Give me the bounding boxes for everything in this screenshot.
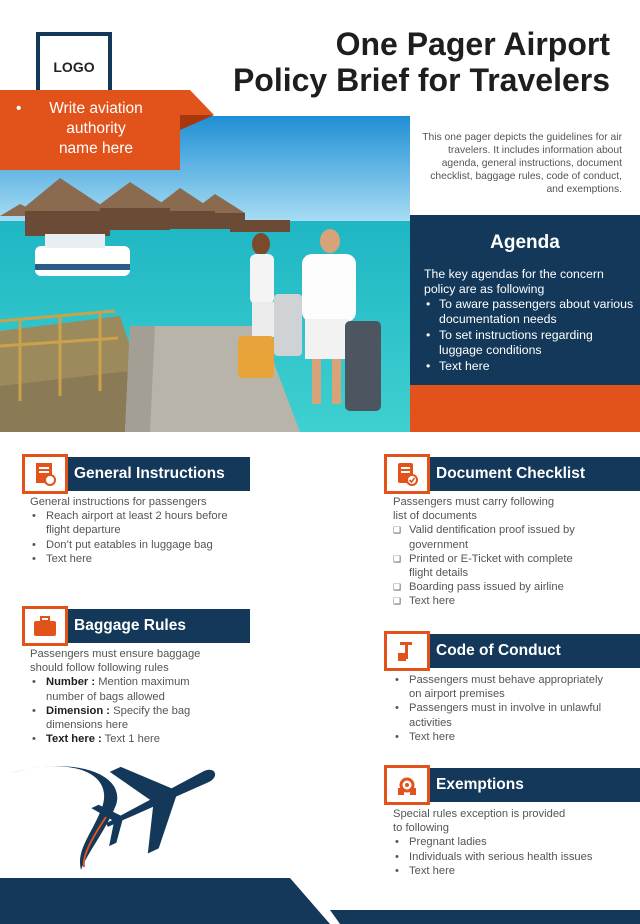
baggage-rules-body (30, 647, 230, 746)
agenda-item: • To set instructions regarding luggage conditions (424, 328, 634, 358)
rule-text: Mention maximum number of bags allowed (46, 676, 190, 703)
general-instructions-title: General Instructions (74, 465, 225, 482)
general-instructions-body (30, 495, 230, 566)
exemptions-intro: Special rules exception is provided to following (393, 808, 566, 835)
intro-paragraph: This one pager depicts the guidelines for air travelers. It includes information about agenda, general instructions, document checklist, baggage rules, code of conduct, and exemptions. (422, 132, 622, 195)
exemption-icon (384, 765, 430, 805)
checklist-icon (384, 454, 430, 494)
list-item (30, 732, 230, 746)
airplane-icon (6, 755, 231, 880)
list-item (30, 675, 230, 703)
document-icon (22, 454, 68, 494)
suitcase-icon (22, 606, 68, 646)
list-item (30, 704, 230, 732)
logo: LOGO (36, 32, 112, 102)
rule-label: Text here : (46, 733, 102, 746)
code-of-conduct-title: Code of Conduct (436, 642, 561, 659)
conduct-icon (384, 631, 430, 671)
list-item: • Don’t put eatables in luggage bag (30, 538, 230, 552)
document-checklist-body (393, 495, 593, 609)
authority-line-3: name here (58, 140, 134, 157)
rule-label: Dimension : (46, 704, 111, 717)
agenda-item: • Text here (424, 359, 634, 374)
list-item: ❑ Text here (393, 594, 593, 608)
list-item: • Passengers must in involve in unlawful activities (393, 701, 615, 729)
agenda-intro: The key agendas for the concern policy are as following (424, 267, 604, 296)
agenda-title: Agenda (490, 232, 560, 253)
list-item: • Individuals with serious health issues (393, 850, 593, 864)
list-item: • Text here (393, 864, 593, 878)
footer-bar (0, 878, 640, 924)
list-item: ❑ Printed or E-Ticket with complete flight details (393, 552, 593, 580)
list-item: • Text here (393, 730, 615, 744)
exemptions-body (393, 807, 593, 878)
list-item: • Reach airport at least 2 hours before flight departure (30, 509, 230, 537)
list-item: • Text here (30, 552, 230, 566)
general-instructions-intro: General instructions for passengers (30, 496, 207, 508)
agenda-list (424, 297, 634, 375)
title-line-2: Policy Brief for Travelers (232, 62, 610, 98)
document-checklist-intro: Passengers must carry following list of documents (393, 496, 555, 523)
authority-line-2: authority (66, 120, 126, 137)
rule-text: Specify the bag dimensions here (46, 704, 191, 732)
page-title (190, 26, 610, 98)
authority-line-1: Write aviation (49, 100, 143, 117)
agenda-accent-bar (410, 385, 640, 432)
list-item: ❑ Valid dentification proof issued by government (393, 523, 593, 551)
rule-text: Text 1 here (101, 733, 161, 746)
baggage-rules-title: Baggage Rules (74, 617, 186, 634)
rule-label: Number : (46, 676, 96, 689)
list-item: ❑ Boarding pass issued by airline (393, 580, 593, 594)
baggage-rules-intro: Passengers must ensure baggage should follow following rules (30, 648, 201, 675)
agenda-item: • To aware passengers about various documentation needs (424, 297, 634, 327)
list-item: • Pregnant ladies (393, 835, 593, 849)
authority-name: • Write aviation authority name here (12, 99, 180, 159)
title-line-1: One Pager Airport (335, 26, 610, 62)
agenda-panel (410, 215, 640, 385)
list-item: • Passengers must behave appropriately on airport premises (393, 673, 615, 701)
document-checklist-title: Document Checklist (436, 465, 586, 482)
code-of-conduct-body (393, 673, 615, 744)
exemptions-title: Exemptions (436, 776, 524, 793)
